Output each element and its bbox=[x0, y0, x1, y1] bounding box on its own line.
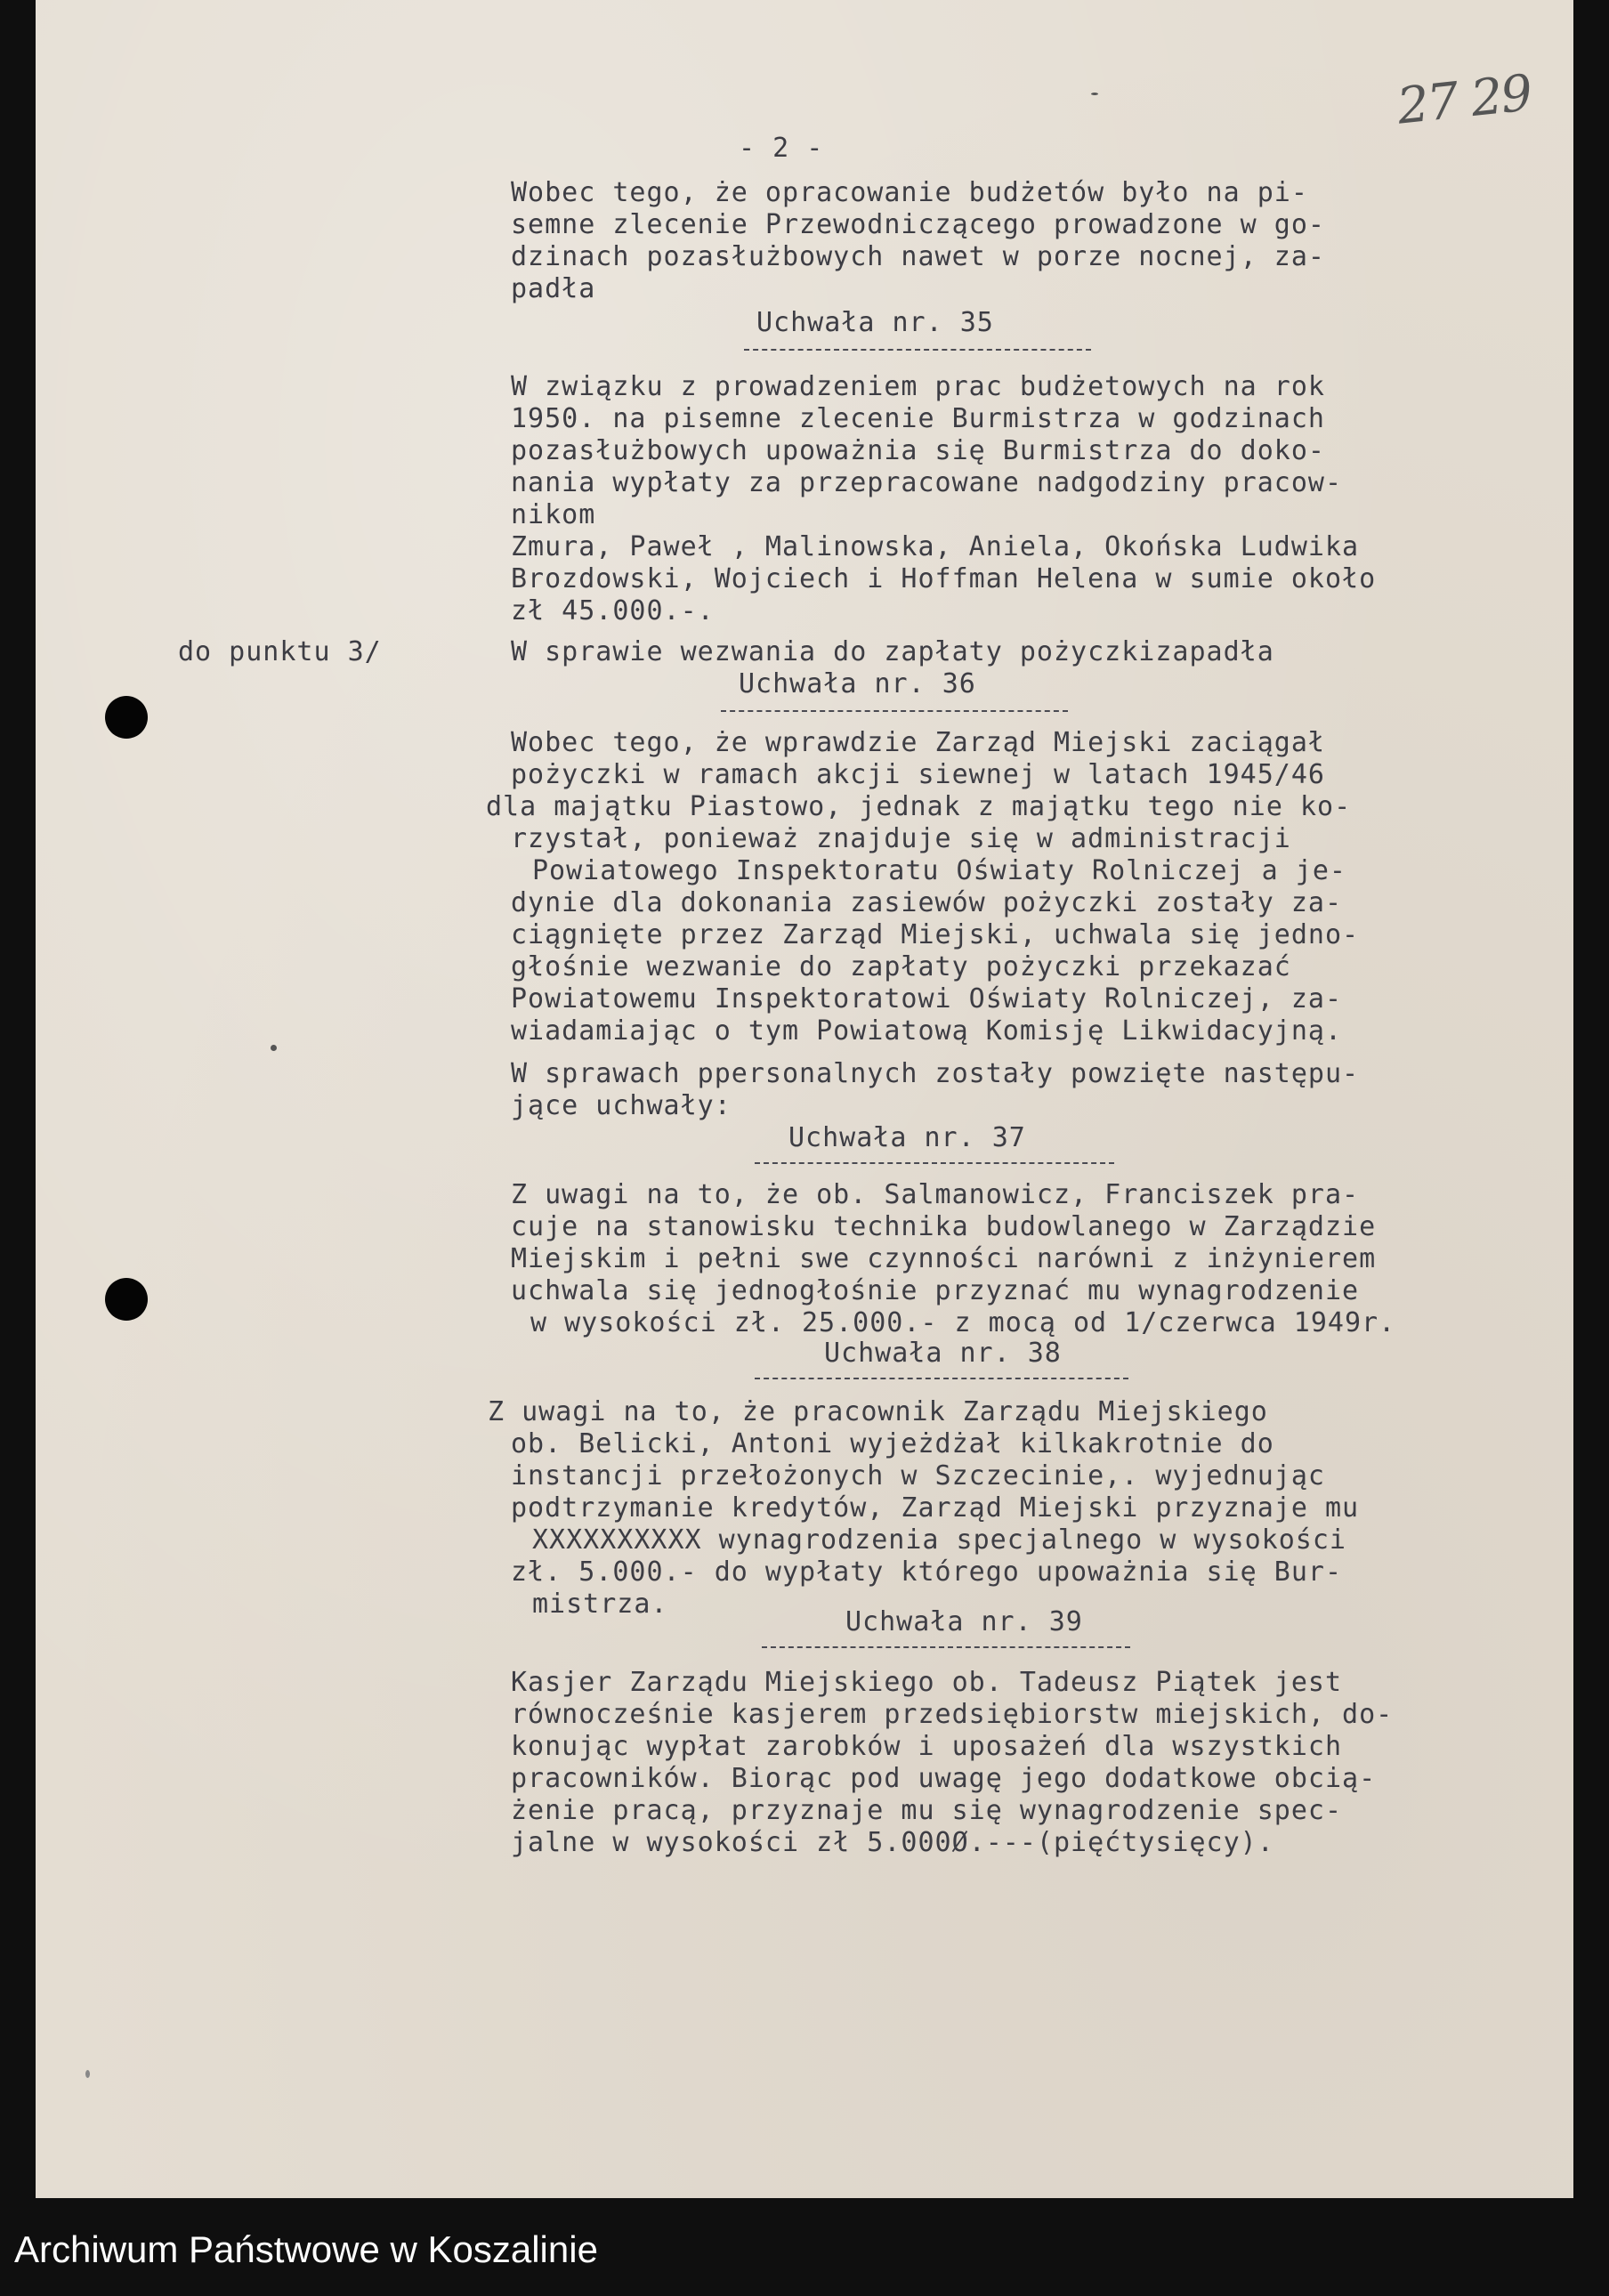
resolution-38-line: mistrza. bbox=[532, 1589, 668, 1620]
resolution-37-underline bbox=[755, 1162, 1114, 1164]
intro-line: Wobec tego, że opracowanie budżetów było na pi- bbox=[511, 177, 1308, 208]
intro-line: padła bbox=[511, 273, 596, 304]
resolution-35-line: W związku z prowadzeniem prac budżetowych na rok bbox=[511, 371, 1325, 402]
resolution-35-line: 1950. na pisemne zlecenie Burmistrza w godzinach bbox=[511, 403, 1325, 434]
resolution-38-line: XXXXXXXXXX wynagrodzenia specjalnego w wysokości bbox=[532, 1524, 1346, 1556]
resolution-36-line: Powiatowego Inspektoratu Oświaty Rolniczej a je- bbox=[532, 855, 1346, 886]
resolution-36-line: dynie dla dokonania zasiewów pożyczki zostały za- bbox=[511, 887, 1343, 918]
resolution-37-line: Z uwagi na to, że ob. Salmanowicz, Franciszek pra- bbox=[511, 1179, 1360, 1210]
resolution-35-line: Zmura, Paweł , Malinowska, Aniela, Okońska Ludwika bbox=[511, 531, 1360, 562]
resolution-36-line: pożyczki w ramach akcji siewnej w latach 1945/46 bbox=[511, 759, 1325, 790]
resolution-39-line: Kasjer Zarządu Miejskiego ob. Tadeusz Piątek jest bbox=[511, 1667, 1343, 1698]
resolution-35-heading: Uchwała nr. 35 bbox=[756, 307, 994, 338]
intro-line: semne zlecenie Przewodniczącego prowadzone w go- bbox=[511, 209, 1325, 240]
resolution-38-line: ob. Belicki, Antoni wyjeżdżał kilkakrotnie do bbox=[511, 1428, 1274, 1459]
resolution-37-line: cuje na stanowisku technika budowlanego w Zarządzie bbox=[511, 1211, 1377, 1242]
resolution-36-line: Wobec tego, że wprawdzie Zarząd Miejski zaciągał bbox=[511, 727, 1325, 758]
folio-number: 27 29 bbox=[1395, 64, 1534, 136]
resolution-37-line: w wysokości zł. 25.000.- z mocą od 1/czerwca 1949r. bbox=[530, 1307, 1396, 1338]
document-page bbox=[36, 0, 1573, 2198]
resolution-39-line: jalne w wysokości zł 5.000Ø.---(pięćtysięcy). bbox=[511, 1827, 1274, 1858]
resolution-39-line: równocześnie kasjerem przedsiębiorstw miejskich, do- bbox=[511, 1699, 1394, 1730]
resolution-39-underline bbox=[762, 1646, 1130, 1648]
punch-hole-bottom bbox=[105, 1278, 148, 1321]
resolution-35-line: Brozdowski, Wojciech i Hoffman Helena w sumie około bbox=[511, 563, 1377, 594]
page-number: - 2 - bbox=[739, 133, 824, 164]
resolution-36-line: wiadamiając o tym Powiatową Komisję Likwidacyjną. bbox=[511, 1015, 1343, 1047]
paper-speck bbox=[1091, 93, 1098, 95]
margin-note: do punktu 3/ bbox=[178, 636, 382, 667]
resolution-38-line: zł. 5.000.- do wypłaty którego upoważnia się Bur- bbox=[511, 1556, 1343, 1588]
resolution-39-heading: Uchwała nr. 39 bbox=[845, 1606, 1083, 1637]
resolution-38-line: Z uwagi na to, że pracownik Zarządu Miejskiego bbox=[488, 1396, 1268, 1427]
paper-speck bbox=[271, 1045, 277, 1051]
personnel-intro-line: W sprawach ppersonalnych zostały powzięte następu- bbox=[511, 1058, 1360, 1089]
resolution-37-heading: Uchwała nr. 37 bbox=[788, 1122, 1026, 1153]
resolution-36-line: dla majątku Piastowo, jednak z majątku tego nie ko- bbox=[486, 791, 1352, 822]
resolution-35-underline bbox=[744, 349, 1091, 351]
archive-name: Archiwum Państwowe w Koszalinie bbox=[14, 2228, 598, 2270]
resolution-38-line: podtrzymanie kredytów, Zarząd Miejski przyznaje mu bbox=[511, 1492, 1360, 1524]
resolution-38-line: instancji przełożonych w Szczecinie,. wyjednując bbox=[511, 1460, 1325, 1492]
resolution-38-heading: Uchwała nr. 38 bbox=[824, 1338, 1062, 1369]
resolution-35-line: zł 45.000.-. bbox=[511, 595, 715, 627]
resolution-39-line: pracowników. Biorąc pod uwagę jego dodatkowe obcią- bbox=[511, 1763, 1377, 1794]
resolution-35-line: nania wypłaty za przepracowane nadgodziny pracow- bbox=[511, 467, 1343, 498]
resolution-37-line: Miejskim i pełni swe czynności narówni z inżynierem bbox=[511, 1243, 1377, 1274]
point-3-intro: W sprawie wezwania do zapłaty pożyczkizapadła bbox=[511, 636, 1274, 667]
archive-footer-bar bbox=[0, 2198, 1609, 2296]
resolution-36-heading: Uchwała nr. 36 bbox=[739, 668, 976, 699]
resolution-35-line: pozasłużbowych upoważnia się Burmistrza do doko- bbox=[511, 435, 1325, 466]
punch-hole-top bbox=[105, 696, 148, 739]
resolution-39-line: żenie pracą, przyznaje mu się wynagrodzenie spec- bbox=[511, 1795, 1343, 1826]
intro-line: dzinach pozasłużbowych nawet w porze nocnej, za- bbox=[511, 241, 1325, 272]
resolution-36-line: Powiatowemu Inspektoratowi Oświaty Rolniczej, za- bbox=[511, 983, 1343, 1015]
resolution-36-line: głośnie wezwanie do zapłaty pożyczki przekazać bbox=[511, 951, 1291, 982]
resolution-35-line: nikom bbox=[511, 499, 596, 530]
resolution-39-line: konując wypłat zarobków i uposażeń dla wszystkich bbox=[511, 1731, 1343, 1762]
resolution-36-line: rzystał, ponieważ znajduje się w administracji bbox=[511, 823, 1291, 854]
paper-speck bbox=[85, 2070, 90, 2078]
resolution-36-underline bbox=[721, 710, 1068, 712]
personnel-intro-line: jące uchwały: bbox=[511, 1090, 732, 1121]
resolution-37-line: uchwala się jednogłośnie przyznać mu wynagrodzenie bbox=[511, 1275, 1360, 1306]
resolution-36-line: ciągnięte przez Zarząd Miejski, uchwala się jedno- bbox=[511, 919, 1360, 950]
resolution-38-underline bbox=[755, 1378, 1128, 1379]
